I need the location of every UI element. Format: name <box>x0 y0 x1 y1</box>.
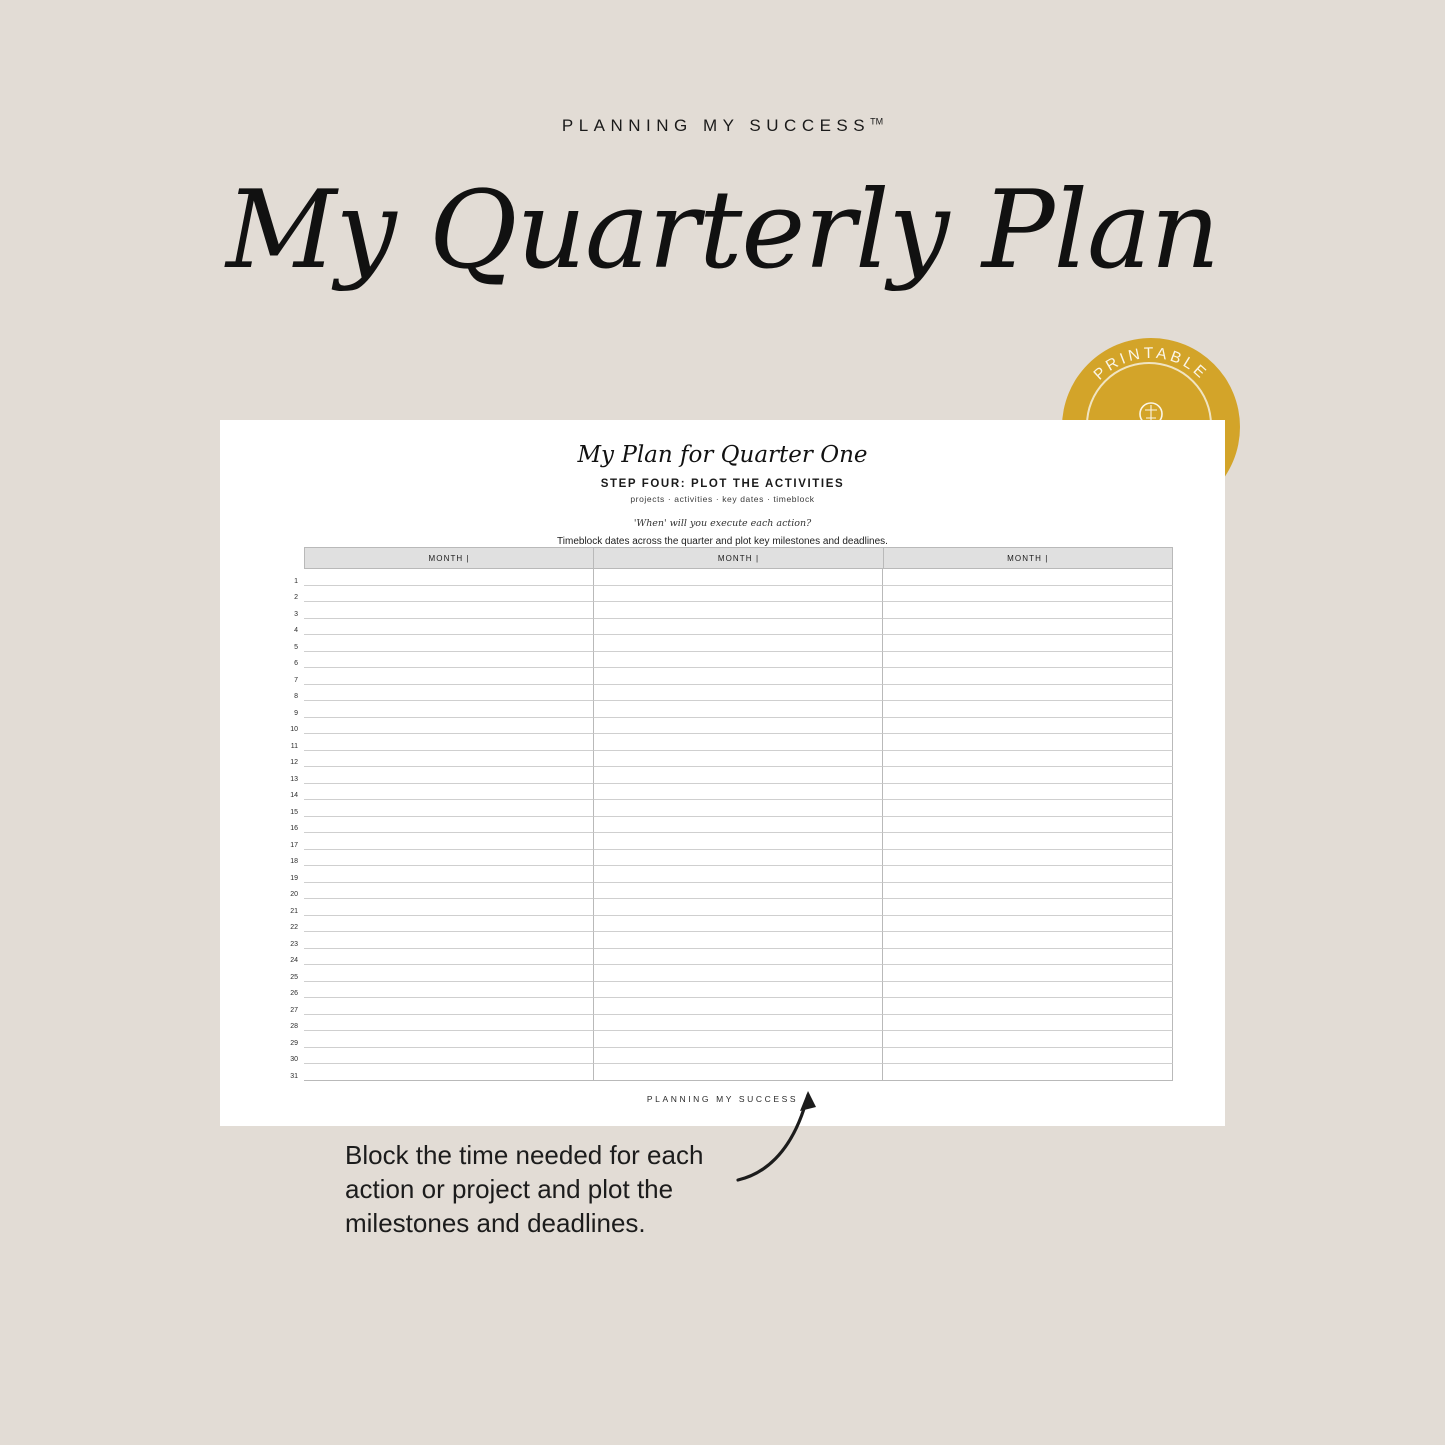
row-number: 13 <box>290 775 298 783</box>
grid-row <box>272 784 1173 801</box>
grid-cell[interactable] <box>883 982 1173 999</box>
grid-cell[interactable] <box>304 982 594 999</box>
row-number: 30 <box>290 1056 298 1063</box>
grid-cell[interactable] <box>304 1048 594 1065</box>
grid-cell[interactable] <box>594 784 884 801</box>
grid-row <box>272 1048 1173 1065</box>
sheet-subtitle: projects · activities · key dates · timeblock <box>630 494 815 504</box>
grid-row <box>272 1015 1173 1032</box>
grid-row <box>272 586 1173 603</box>
grid-cell[interactable] <box>594 718 884 735</box>
grid-cell[interactable] <box>304 932 594 949</box>
grid-cell[interactable] <box>594 569 884 586</box>
grid-row <box>272 569 1173 586</box>
grid-cell[interactable] <box>304 817 594 834</box>
grid-cell[interactable] <box>304 850 594 867</box>
grid-cell[interactable] <box>883 1048 1173 1065</box>
brand-name: PLANNING MY SUCCESS <box>561 116 871 135</box>
badge-top-text: PRINTABLE <box>1090 344 1212 384</box>
grid-cell[interactable] <box>304 569 594 586</box>
row-number: 14 <box>290 792 298 799</box>
row-number: 6 <box>294 660 298 667</box>
row-number: 4 <box>294 627 298 634</box>
grid-row <box>272 1031 1173 1048</box>
grid-cell[interactable] <box>594 751 884 768</box>
sheet-footer: PLANNING MY SUCCESS <box>646 1094 799 1104</box>
grid-cell[interactable] <box>883 619 1173 636</box>
grid-cell[interactable] <box>883 833 1173 850</box>
trademark-symbol: TM <box>870 116 884 127</box>
row-number: 31 <box>290 1072 298 1080</box>
grid-row <box>272 701 1173 718</box>
sheet-title: My Plan for Quarter One <box>577 442 868 468</box>
grid-cell[interactable] <box>594 916 884 933</box>
grid-cell[interactable] <box>304 866 594 883</box>
grid-cell[interactable] <box>594 685 884 702</box>
grid-cell[interactable] <box>594 652 884 669</box>
grid-row <box>272 965 1173 982</box>
grid-cell[interactable] <box>304 833 594 850</box>
sheet-question: 'When' will you execute each action? <box>633 518 812 529</box>
grid-cell[interactable] <box>883 949 1173 966</box>
grid-cell[interactable] <box>883 635 1173 652</box>
grid-cell[interactable] <box>304 800 594 817</box>
row-number: 2 <box>294 594 298 601</box>
grid-cell[interactable] <box>304 652 594 669</box>
row-number: 28 <box>290 1023 298 1030</box>
grid-cell[interactable] <box>594 998 884 1015</box>
grid-cell[interactable] <box>594 701 884 718</box>
grid-cell[interactable] <box>304 718 594 735</box>
grid-cell[interactable] <box>594 1048 884 1065</box>
grid-row <box>272 883 1173 900</box>
grid-cell[interactable] <box>883 883 1173 900</box>
grid-cell[interactable] <box>594 767 884 784</box>
row-number: 18 <box>290 858 298 865</box>
grid-row <box>272 734 1173 751</box>
grid-cell[interactable] <box>883 965 1173 982</box>
grid-cell[interactable] <box>594 586 884 603</box>
grid-cell[interactable] <box>594 734 884 751</box>
grid-cell[interactable] <box>594 668 884 685</box>
column-header-month-1[interactable]: MONTH | <box>304 548 594 568</box>
grid-cell[interactable] <box>883 602 1173 619</box>
grid-row <box>272 668 1173 685</box>
row-number: 20 <box>290 891 298 898</box>
grid-cell[interactable] <box>304 668 594 685</box>
grid-cell[interactable] <box>883 1015 1173 1032</box>
grid-cell[interactable] <box>304 751 594 768</box>
timeblock-grid <box>272 547 1173 1081</box>
grid-row <box>272 916 1173 933</box>
grid-body <box>272 569 1173 1081</box>
planner-sheet-inner <box>272 420 1173 1126</box>
grid-row <box>272 685 1173 702</box>
grid-cell[interactable] <box>883 784 1173 801</box>
grid-cell[interactable] <box>304 701 594 718</box>
row-number: 3 <box>294 610 298 618</box>
grid-header-row <box>304 547 1173 569</box>
grid-row <box>272 751 1173 768</box>
grid-row <box>272 1064 1173 1081</box>
row-number: 9 <box>294 709 298 717</box>
grid-cell[interactable] <box>594 883 884 900</box>
grid-cell[interactable] <box>594 899 884 916</box>
column-header-month-3[interactable]: MONTH | <box>884 548 1173 568</box>
grid-cell[interactable] <box>304 916 594 933</box>
row-number: 16 <box>290 825 298 832</box>
grid-cell[interactable] <box>304 619 594 636</box>
grid-cell[interactable] <box>304 949 594 966</box>
grid-row <box>272 932 1173 949</box>
grid-cell[interactable] <box>594 602 884 619</box>
row-number: 5 <box>294 643 298 651</box>
grid-cell[interactable] <box>304 734 594 751</box>
row-number: 25 <box>290 973 298 981</box>
row-number: 19 <box>290 874 298 882</box>
grid-cell[interactable] <box>304 1015 594 1032</box>
grid-cell[interactable] <box>883 685 1173 702</box>
grid-cell[interactable] <box>594 850 884 867</box>
grid-row <box>272 866 1173 883</box>
grid-cell[interactable] <box>304 767 594 784</box>
grid-cell[interactable] <box>594 635 884 652</box>
grid-cell[interactable] <box>304 685 594 702</box>
row-number: 15 <box>290 808 298 816</box>
grid-cell[interactable] <box>883 817 1173 834</box>
grid-cell[interactable] <box>594 965 884 982</box>
grid-cell[interactable] <box>304 784 594 801</box>
grid-cell[interactable] <box>883 569 1173 586</box>
grid-cell[interactable] <box>594 800 884 817</box>
grid-row <box>272 850 1173 867</box>
planner-sheet <box>220 420 1225 1126</box>
row-number: 27 <box>290 1006 298 1014</box>
grid-row <box>272 817 1173 834</box>
grid-cell[interactable] <box>883 586 1173 603</box>
grid-cell[interactable] <box>883 899 1173 916</box>
grid-cell[interactable] <box>304 586 594 603</box>
grid-row <box>272 619 1173 636</box>
row-number: 29 <box>290 1039 298 1047</box>
column-header-month-2[interactable]: MONTH | <box>594 548 883 568</box>
grid-row <box>272 767 1173 784</box>
sheet-description: Timeblock dates across the quarter and plot key milestones and deadlines. <box>557 536 888 547</box>
grid-cell[interactable] <box>883 652 1173 669</box>
grid-row <box>272 899 1173 916</box>
grid-cell[interactable] <box>594 1031 884 1048</box>
grid-row <box>272 998 1173 1015</box>
grid-row <box>272 800 1173 817</box>
row-number: 1 <box>294 577 298 585</box>
grid-cell[interactable] <box>304 883 594 900</box>
grid-cell[interactable] <box>883 718 1173 735</box>
grid-cell[interactable] <box>594 866 884 883</box>
row-number: 17 <box>290 841 298 849</box>
brand-header <box>0 116 1445 136</box>
grid-cell[interactable] <box>883 734 1173 751</box>
grid-cell[interactable] <box>594 932 884 949</box>
row-number: 8 <box>294 693 298 700</box>
grid-cell[interactable] <box>594 817 884 834</box>
grid-cell[interactable] <box>883 701 1173 718</box>
row-number: 10 <box>290 726 298 733</box>
grid-cell[interactable] <box>304 998 594 1015</box>
grid-cell[interactable] <box>594 949 884 966</box>
row-number: 21 <box>290 907 298 915</box>
grid-row <box>272 602 1173 619</box>
grid-row <box>272 949 1173 966</box>
page-title: My Quarterly Plan <box>225 168 1220 293</box>
row-number: 23 <box>290 940 298 948</box>
grid-cell[interactable] <box>594 833 884 850</box>
caption-text: Block the time needed for each action or project and plot the milestones and deadlines. <box>345 1140 704 1238</box>
row-number: 26 <box>290 990 298 997</box>
grid-row <box>272 635 1173 652</box>
grid-cell[interactable] <box>304 965 594 982</box>
grid-row <box>272 718 1173 735</box>
grid-cell[interactable] <box>883 916 1173 933</box>
grid-cell[interactable] <box>304 602 594 619</box>
grid-cell[interactable] <box>304 1031 594 1048</box>
grid-row <box>272 652 1173 669</box>
grid-row <box>272 833 1173 850</box>
grid-cell[interactable] <box>883 998 1173 1015</box>
row-number: 24 <box>290 957 298 964</box>
grid-cell[interactable] <box>304 899 594 916</box>
grid-cell[interactable] <box>883 751 1173 768</box>
grid-row <box>272 982 1173 999</box>
sheet-step-heading: STEP FOUR: PLOT THE ACTIVITIES <box>600 478 845 490</box>
row-number: 22 <box>290 924 298 931</box>
grid-cell[interactable] <box>304 635 594 652</box>
row-number: 7 <box>294 676 298 684</box>
grid-cell[interactable] <box>594 619 884 636</box>
grid-cell[interactable] <box>883 1064 1173 1081</box>
grid-cell[interactable] <box>594 1015 884 1032</box>
row-number: 12 <box>290 759 298 766</box>
row-number: 11 <box>290 742 298 750</box>
grid-cell[interactable] <box>304 1064 594 1081</box>
grid-cell[interactable] <box>883 850 1173 867</box>
grid-cell[interactable] <box>883 767 1173 784</box>
grid-cell[interactable] <box>883 866 1173 883</box>
grid-cell[interactable] <box>883 668 1173 685</box>
grid-cell[interactable] <box>883 1031 1173 1048</box>
grid-cell[interactable] <box>594 982 884 999</box>
grid-cell[interactable] <box>883 800 1173 817</box>
grid-cell[interactable] <box>883 932 1173 949</box>
